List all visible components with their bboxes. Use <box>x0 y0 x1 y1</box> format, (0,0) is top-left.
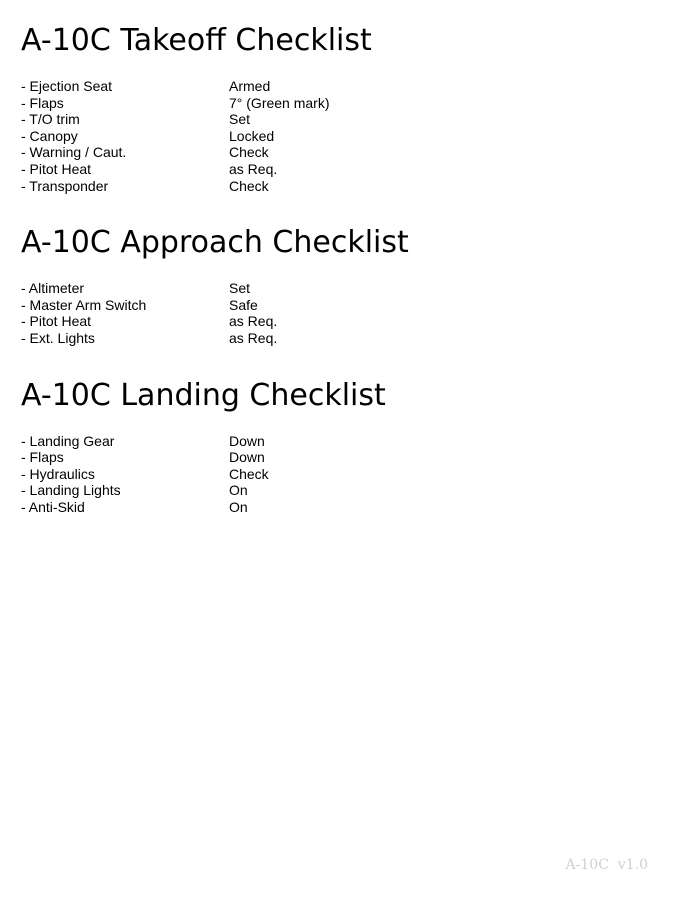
checklist-item <box>21 499 651 516</box>
checklist-item <box>21 95 651 112</box>
item-label: - Pitot Heat <box>21 313 92 330</box>
item-value: Set <box>229 111 251 128</box>
item-value: Locked <box>229 127 275 144</box>
checklist-item <box>21 144 651 161</box>
approach-checklist-section <box>21 224 651 346</box>
item-label: - Transponder <box>21 177 109 194</box>
item-value: Armed <box>229 78 271 94</box>
item-value: Set <box>229 280 251 297</box>
landing-checklist-items <box>21 433 651 516</box>
checklist-item <box>21 297 651 314</box>
item-label: - Landing Lights <box>21 482 121 499</box>
item-label: - Ext. Lights <box>21 329 95 346</box>
item-value: Safe <box>229 296 258 313</box>
checklist-page <box>21 22 651 516</box>
item-label: - Altimeter <box>21 280 85 297</box>
checklist-item <box>21 449 651 466</box>
approach-checklist-items <box>21 280 651 346</box>
landing-checklist-section <box>21 377 651 516</box>
item-label: - Anti-Skid <box>21 498 85 515</box>
item-label: - Hydraulics <box>21 465 95 482</box>
takeoff-checklist-title: A-10C Takeoff Checklist <box>21 23 372 58</box>
item-value: as Req. <box>229 329 278 346</box>
item-value: On <box>229 482 248 499</box>
checklist-item <box>21 161 651 178</box>
item-value: Check <box>229 144 269 161</box>
takeoff-checklist-section <box>21 22 651 194</box>
item-label: - T/O trim <box>21 111 80 128</box>
item-value: Down <box>229 449 265 466</box>
takeoff-checklist-items <box>21 78 651 194</box>
item-value: Down <box>229 432 265 449</box>
item-value: as Req. <box>229 313 278 330</box>
checklist-item <box>21 78 651 95</box>
checklist-item <box>21 128 651 145</box>
checklist-item <box>21 466 651 483</box>
item-value: Check <box>229 465 269 482</box>
checklist-item <box>21 433 651 450</box>
checklist-item <box>21 111 651 128</box>
item-label: - Warning / Caut. <box>21 144 127 161</box>
version-footer: A-10C v1.0 <box>565 857 648 873</box>
item-label: - Pitot Heat <box>21 160 92 177</box>
item-label: - Flaps <box>21 94 64 111</box>
checklist-item <box>21 313 651 330</box>
item-label: - Master Arm Switch <box>21 296 147 313</box>
item-label: - Flaps <box>21 449 64 466</box>
checklist-item <box>21 280 651 297</box>
item-label: - Canopy <box>21 127 78 144</box>
item-label: - Landing Gear <box>21 432 115 449</box>
checklist-item <box>21 178 651 195</box>
item-value: On <box>229 498 248 515</box>
item-label: - Ejection Seat <box>21 78 113 94</box>
landing-checklist-title: A-10C Landing Checklist <box>21 377 386 413</box>
checklist-item <box>21 482 651 499</box>
item-value: 7° (Green mark) <box>229 94 330 111</box>
approach-checklist-title: A-10C Approach Checklist <box>21 225 409 261</box>
checklist-item <box>21 330 651 347</box>
item-value: Check <box>229 177 269 194</box>
item-value: as Req. <box>229 160 278 177</box>
